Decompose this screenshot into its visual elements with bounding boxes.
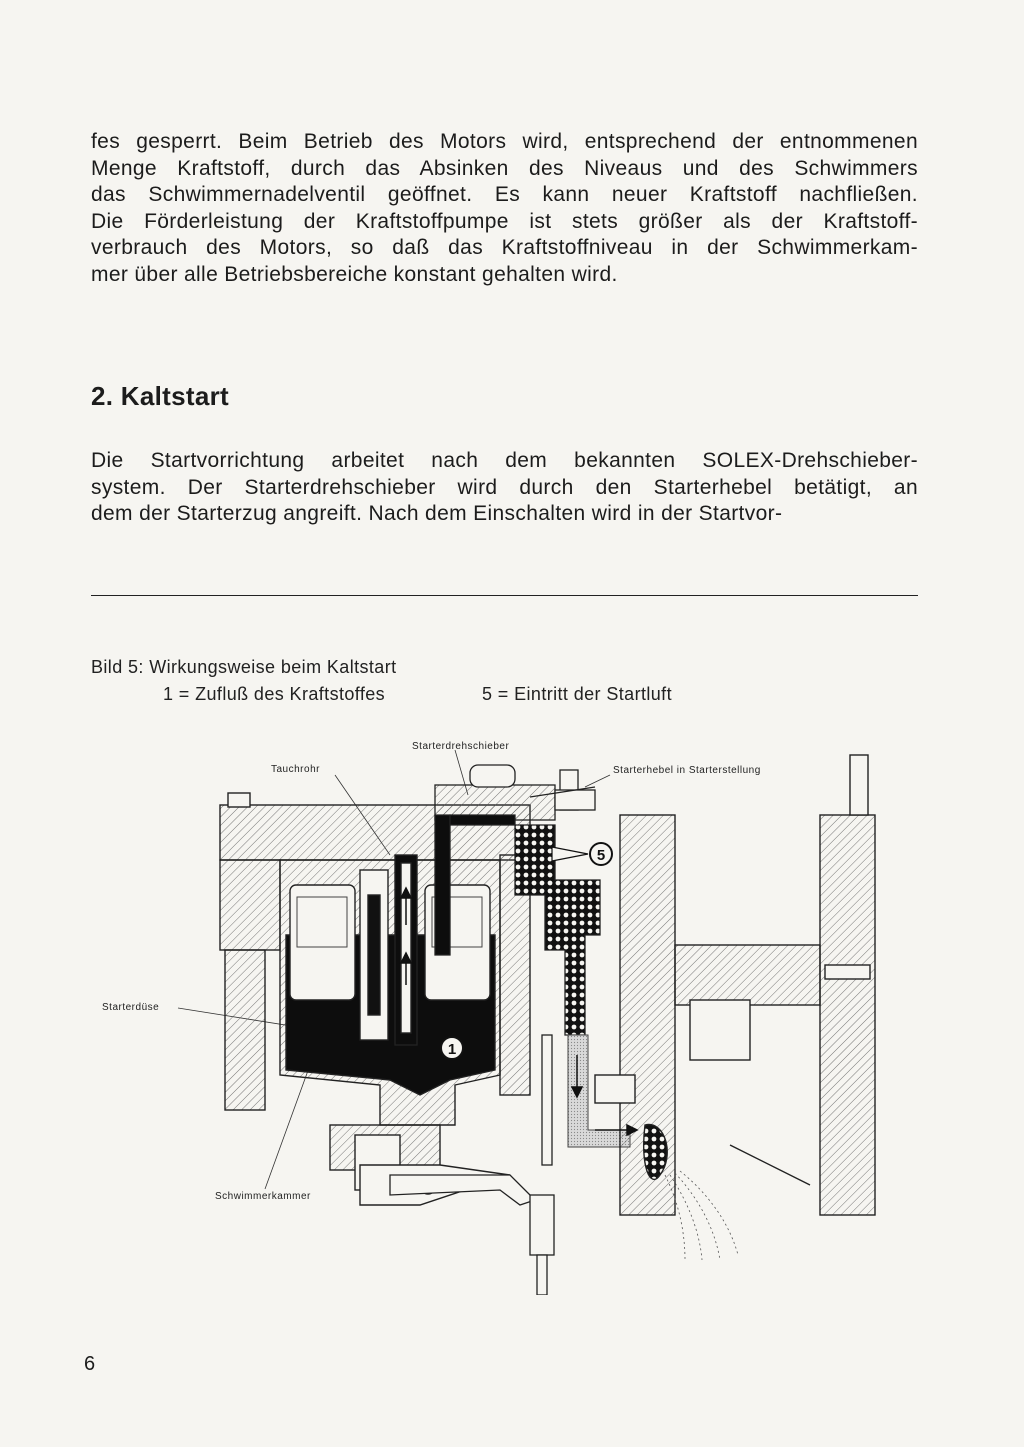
section-line: system. Der Starterdrehschieber wird durch den Starterhebel betätigt, an xyxy=(91,475,918,499)
figure-caption-title: Bild 5: Wirkungsweise beim Kaltstart xyxy=(91,657,397,677)
label-tauchrohr: Tauchrohr xyxy=(271,764,320,775)
section-heading: 2. Kaltstart xyxy=(91,381,229,411)
label-starterdrehschieber: Starterdrehschieber xyxy=(412,741,510,752)
intro-line: mer über alle Betriebsbereiche konstant gehalten wird. xyxy=(91,262,618,286)
section-paragraph xyxy=(91,448,918,528)
label-starterduese: Starterdüse xyxy=(102,1002,160,1013)
figure-legend-5: 5 = Eintritt der Startluft xyxy=(482,684,672,704)
intro-paragraph xyxy=(91,129,918,289)
carburetor-body xyxy=(220,793,530,1205)
intro-line: Menge Kraftstoff, durch das Absinken des Niveaus und des Schwimmers xyxy=(91,156,918,180)
intro-line: das Schwimmernadelventil geöffnet. Es kann neuer Kraftstoff nachfließen. xyxy=(91,183,918,207)
intro-line: fes gesperrt. Beim Betrieb des Motors wird, entsprechend der entnommenen xyxy=(91,130,918,153)
page-number: 6 xyxy=(84,1353,96,1375)
marker-5-label: 5 xyxy=(596,847,606,864)
marker-5 xyxy=(552,843,612,865)
label-schwimmerkammer: Schwimmerkammer xyxy=(215,1191,311,1202)
fuel-spray xyxy=(665,1171,738,1260)
marker-1 xyxy=(441,1037,463,1059)
marker-1-label: 1 xyxy=(447,1041,457,1058)
throttle-body xyxy=(595,755,875,1215)
carburetor-diagram xyxy=(90,735,890,1295)
horizontal-rule xyxy=(91,595,918,596)
section-line: dem der Starterzug angreift. Nach dem Einschalten wird in der Startvor- xyxy=(91,502,783,526)
figure-legend-1: 1 = Zufluß des Kraftstoffes xyxy=(163,684,386,704)
section-line: Die Startvorrichtung arbeitet nach dem bekannten SOLEX-Drehschieber- xyxy=(91,449,918,472)
intro-line: verbrauch des Motors, so daß das Kraftstoffniveau in der Schwimmerkam- xyxy=(91,236,918,260)
label-starterhebel: Starterhebel in Starterstellung xyxy=(613,765,761,776)
intro-line: Die Förderleistung der Kraftstoffpumpe ist stets größer als der Kraftstoff- xyxy=(91,209,918,233)
